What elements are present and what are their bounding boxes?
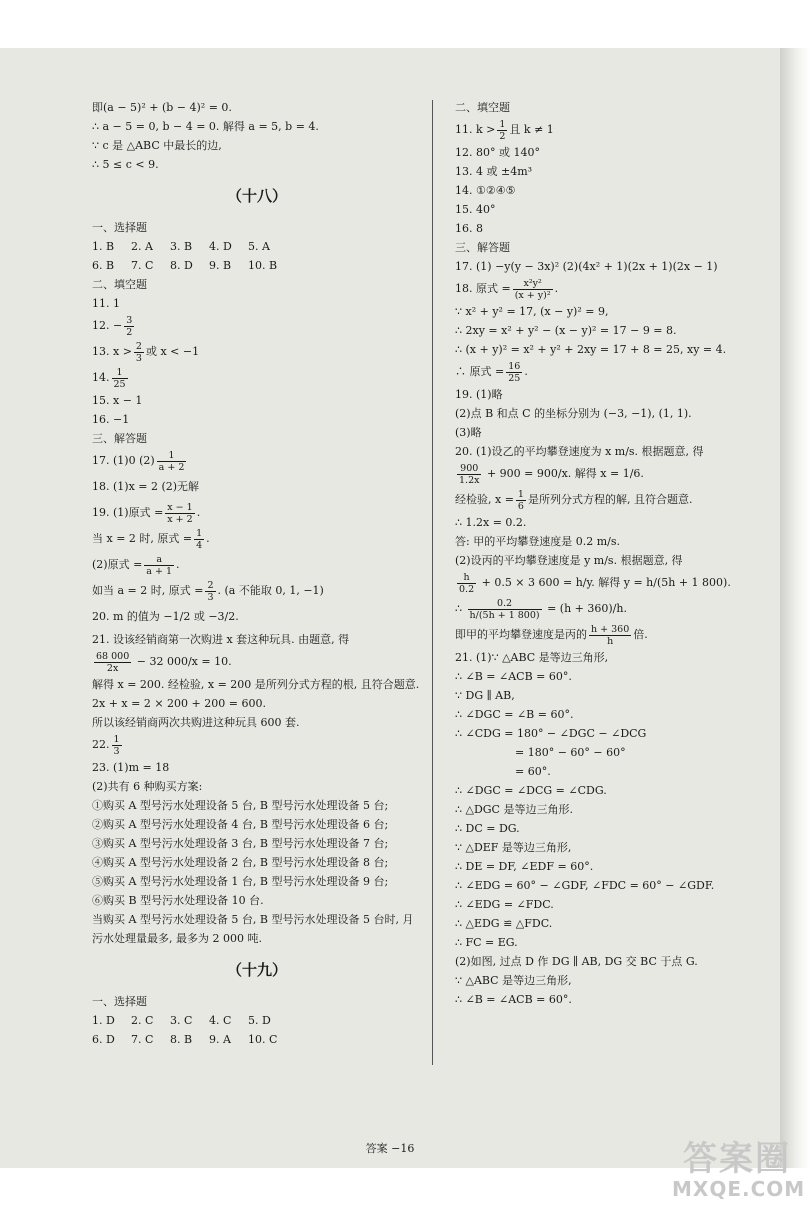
fraction-numerator: 1 <box>112 367 128 379</box>
text-line: 15. 40° <box>455 203 496 216</box>
answer-item: 3. C <box>170 1014 193 1027</box>
watermark <box>672 1139 806 1201</box>
fraction-denominator: x + 2 <box>167 513 193 525</box>
text-line: 三、解答题 <box>92 432 147 445</box>
fraction-denominator: 25 <box>508 372 521 384</box>
fraction-numerator: x²y² <box>513 278 553 290</box>
text-line: 二、填空题 <box>92 278 147 291</box>
answer-row <box>92 237 422 256</box>
text-line: ⑤购买 A 型号污水处理设备 1 台, B 型号污水处理设备 9 台; <box>92 875 389 888</box>
text-line: 污水处理量最多, 最多为 2 000 吨. <box>92 932 262 945</box>
fraction-line <box>455 461 755 487</box>
fraction-line <box>455 487 755 513</box>
text-line: ∵ c 是 △ABC 中最长的边, <box>92 139 222 152</box>
text-line: 当购买 A 型号污水处理设备 5 台, B 型号污水处理设备 5 台时, 月 <box>92 913 414 926</box>
text-line: ∴ 1.2x = 0.2. <box>455 516 527 529</box>
line-prefix: 18. 原式 = <box>455 282 511 295</box>
fraction-line <box>455 622 755 648</box>
fraction-line <box>455 596 755 622</box>
text-line: ∴ 2xy = x² + y² − (x − y)² = 17 − 9 = 8. <box>455 324 677 337</box>
answer-item: 7. C <box>131 1033 154 1046</box>
fraction-numerator: 1 <box>196 527 203 539</box>
text-line: ④购买 A 型号污水处理设备 2 台, B 型号污水处理设备 8 台; <box>92 856 389 869</box>
text-line: ∴ ∠EDG = ∠FDC. <box>455 898 554 911</box>
fraction-line <box>92 578 422 604</box>
answer-item: 1. D <box>92 1014 115 1027</box>
answer-item: 2. C <box>131 1014 154 1027</box>
line-prefix: ∴ 原式 = <box>455 365 505 378</box>
text-line: ③购买 A 型号污水处理设备 3 台, B 型号污水处理设备 7 台; <box>92 837 389 850</box>
fraction <box>589 624 631 647</box>
fraction <box>516 489 526 512</box>
text-line: 即(a − 5)² + (b − 4)² = 0. <box>92 101 232 114</box>
text-line: (3)略 <box>455 426 482 439</box>
text-line: 20. m 的值为 −1/2 或 −3/2. <box>92 610 239 623</box>
fraction-numerator: 1 <box>517 488 524 500</box>
page-edge-shadow <box>780 48 810 1168</box>
fraction <box>124 315 134 338</box>
line-suffix: 倍. <box>633 628 648 641</box>
text-line: = 180° − 60° − 60° <box>515 746 626 759</box>
fraction <box>506 361 522 384</box>
line-prefix: 当 x = 2 时, 原式 = <box>92 532 193 545</box>
fraction <box>112 734 122 757</box>
text-line: 14. ①②④⑤ <box>455 184 516 197</box>
fraction-numerator: h <box>457 572 476 584</box>
line-prefix: (2)原式 = <box>92 558 143 571</box>
line-suffix: + 900 = 900/x. 解得 x = 1/6. <box>483 467 644 480</box>
text-line: ∴ (x + y)² = x² + y² + 2xy = 17 + 8 = 25, xy = 4. <box>455 343 727 356</box>
text-line: ∴ ∠DGC = ∠B = 60°. <box>455 708 574 721</box>
line-prefix: ∴ <box>455 602 466 615</box>
fraction-line <box>92 732 422 758</box>
line-prefix: 14. <box>92 371 110 384</box>
fraction <box>94 651 131 674</box>
text-line: 答: 甲的平均攀登速度是 0.2 m/s. <box>455 535 620 548</box>
text-line: ∴ △EDG ≌ △FDC. <box>455 917 553 930</box>
text-line: 23. (1)m = 18 <box>92 761 170 774</box>
left-column <box>92 98 422 1049</box>
text-line: ∴ ∠CDG = 180° − ∠DGC − ∠DCG <box>455 727 647 740</box>
text-line: 16. 8 <box>455 222 483 235</box>
text-line: (2)共有 6 种购买方案: <box>92 780 203 793</box>
text-line: 2x + x = 2 × 200 + 200 = 600. <box>92 697 266 710</box>
answer-item: 3. B <box>170 240 193 253</box>
text-line: ∴ ∠B = ∠ACB = 60°. <box>455 993 572 1006</box>
fraction-denominator: 2 <box>499 130 506 142</box>
fraction-numerator: 2 <box>207 579 214 591</box>
fraction <box>144 554 174 577</box>
text-line: 16. −1 <box>92 413 130 426</box>
fraction-denominator: a + 2 <box>158 461 185 473</box>
text-line: 12. 80° 或 140° <box>455 146 540 159</box>
fraction-denominator: (x + y)² <box>514 289 551 301</box>
fraction <box>468 598 542 621</box>
line-suffix: − 32 000/x = 10. <box>133 655 232 668</box>
text-line: 19. (1)略 <box>455 388 503 401</box>
watermark-url: MXQE.COM <box>672 1177 806 1201</box>
text-line: 一、选择题 <box>92 995 147 1008</box>
text-line: ∴ FC = EG. <box>455 936 518 949</box>
text-line: (2)点 B 和点 C 的坐标分别为 (−3, −1), (1, 1). <box>455 407 692 420</box>
section-heading: （十八） <box>226 187 287 205</box>
line-suffix: 或 x < −1 <box>145 345 200 358</box>
answer-item: 4. D <box>209 240 232 253</box>
fraction-denominator: h/(5h + 1 800) <box>469 609 540 621</box>
fraction-line <box>455 117 755 143</box>
fraction-numerator: 3 <box>126 314 133 326</box>
line-suffix: = (h + 360)/h. <box>543 602 627 615</box>
fraction-line <box>92 552 422 578</box>
text-line: 二、填空题 <box>455 101 510 114</box>
fraction-line <box>455 359 755 385</box>
line-suffix: . <box>524 365 528 378</box>
line-prefix: 17. (1)0 (2) <box>92 454 155 467</box>
fraction <box>157 450 187 473</box>
fraction-denominator: 6 <box>517 500 524 512</box>
answer-item: 5. D <box>248 1014 271 1027</box>
line-suffix: . <box>196 506 201 519</box>
right-column <box>455 98 755 1009</box>
text-line: 15. x − 1 <box>92 394 143 407</box>
text-line: 所以该经销商两次共购进这种玩具 600 套. <box>92 716 300 729</box>
fraction-denominator: 3 <box>135 352 142 364</box>
text-line: ②购买 A 型号污水处理设备 4 台, B 型号污水处理设备 6 台; <box>92 818 389 831</box>
text-line: 18. (1)x = 2 (2)无解 <box>92 480 200 493</box>
fraction-numerator: h + 360 <box>591 623 630 635</box>
answer-item: 2. A <box>131 240 153 253</box>
fraction-denominator: 3 <box>113 745 120 757</box>
fraction-denominator: a + 1 <box>146 565 173 577</box>
text-line: ⑥购买 B 型号污水处理设备 10 台. <box>92 894 264 907</box>
fraction <box>205 580 215 603</box>
text-line: 解得 x = 200. 经检验, x = 200 是所列分式方程的根, 且符合题意. <box>92 678 420 691</box>
line-prefix: 11. k > <box>455 123 496 136</box>
fraction <box>513 278 553 301</box>
fraction-numerator: 1 <box>157 450 187 462</box>
fraction <box>497 119 507 142</box>
text-line: 一、选择题 <box>92 221 147 234</box>
line-suffix: + 0.5 × 3 600 = h/y. 解得 y = h/(5h + 1 800). <box>478 576 731 589</box>
fraction-numerator: 900 <box>457 463 481 475</box>
answer-item: 10. B <box>248 259 278 272</box>
text-line: 11. 1 <box>92 297 120 310</box>
text-line: = 60°. <box>515 765 551 778</box>
answer-row <box>92 1030 422 1049</box>
line-suffix: . <box>206 532 210 545</box>
fraction-numerator: 16 <box>508 360 521 372</box>
text-line: ∵ △DEF 是等边三角形, <box>455 841 572 854</box>
answer-item: 4. C <box>209 1014 232 1027</box>
answer-item: 5. A <box>248 240 270 253</box>
answer-item: 6. B <box>92 259 115 272</box>
fraction-denominator: 1.2x <box>459 474 480 486</box>
fraction-line <box>92 313 422 339</box>
text-line: ∴ a − 5 = 0, b − 4 = 0. 解得 a = 5, b = 4. <box>92 120 319 133</box>
text-line: ∵ x² + y² = 17, (x − y)² = 9, <box>455 305 609 318</box>
fraction-line <box>92 339 422 365</box>
answer-item: 7. C <box>131 259 154 272</box>
watermark-logo: 答案圈 <box>683 1139 791 1179</box>
line-prefix: 经检验, x = <box>455 493 514 506</box>
fraction-numerator: 1 <box>113 733 120 745</box>
fraction <box>457 463 481 486</box>
answer-item: 9. A <box>209 1033 231 1046</box>
fraction-denominator: 0.2 <box>459 583 475 595</box>
line-suffix: . <box>554 282 559 295</box>
text-line: 21. (1)∵ △ABC 是等边三角形, <box>455 651 609 664</box>
text-line: ∴ ∠B = ∠ACB = 60°. <box>455 670 572 683</box>
text-line: ①购买 A 型号污水处理设备 5 台, B 型号污水处理设备 5 台; <box>92 799 389 812</box>
fraction-denominator: 25 <box>113 378 126 390</box>
answer-item: 1. B <box>92 240 115 253</box>
text-line: 三、解答题 <box>455 241 510 254</box>
fraction <box>112 367 128 390</box>
text-line: ∴ ∠DGC = ∠DCG = ∠CDG. <box>455 784 607 797</box>
fraction-denominator: 2 <box>126 326 133 338</box>
page-number: 答案 −16 <box>365 1142 415 1155</box>
answer-row <box>92 1011 422 1030</box>
text-line: ∵ DG ∥ AB, <box>455 689 515 702</box>
line-prefix: 13. x > <box>92 345 132 358</box>
fraction-line <box>455 276 755 302</box>
fraction-line <box>92 365 422 391</box>
line-prefix: 即甲的平均攀登速度是丙的 <box>455 628 587 641</box>
fraction-numerator: x − 1 <box>167 501 193 513</box>
text-line: (2)如图, 过点 D 作 DG ∥ AB, DG 交 BC 于点 G. <box>455 955 698 968</box>
text-line: 21. 设该经销商第一次购进 x 套这种玩具. 由题意, 得 <box>92 633 350 646</box>
fraction-line <box>92 448 422 474</box>
fraction-line <box>92 500 422 526</box>
text-line: ∴ 5 ≤ c < 9. <box>92 158 159 171</box>
text-line: 17. (1) −y(y − 3x)² (2)(4x² + 1)(2x + 1)(2x − 1) <box>455 260 718 273</box>
text-line: ∵ △ABC 是等边三角形, <box>455 974 572 987</box>
line-suffix: . (a 不能取 0, 1, −1) <box>217 584 324 597</box>
fraction-line <box>92 526 422 552</box>
answer-item: 6. D <box>92 1033 115 1046</box>
line-prefix: 22. <box>92 738 110 751</box>
section-heading: （十九） <box>226 961 287 979</box>
fraction <box>134 341 144 364</box>
answer-item: 9. B <box>209 259 232 272</box>
fraction-numerator: 0.2 <box>468 598 542 610</box>
fraction-denominator: h <box>607 635 614 647</box>
fraction-denominator: 4 <box>196 539 203 551</box>
line-suffix: 且 k ≠ 1 <box>509 123 554 136</box>
answer-item: 8. B <box>170 1033 193 1046</box>
fraction-line <box>455 570 755 596</box>
line-suffix: 是所列分式方程的解, 且符合题意. <box>527 493 693 506</box>
fraction-numerator: 68 000 <box>96 650 130 662</box>
text-line: ∴ DE = DF, ∠EDF = 60°. <box>455 860 594 873</box>
text-line: 13. 4 或 ±4m³ <box>455 165 533 178</box>
line-suffix: . <box>176 558 180 571</box>
fraction-denominator: 2x <box>106 662 119 674</box>
fraction <box>457 572 476 595</box>
fraction-numerator: a <box>144 554 174 566</box>
fraction <box>165 502 194 525</box>
text-line: (2)设丙的平均攀登速度是 y m/s. 根据题意, 得 <box>455 554 683 567</box>
column-divider <box>432 100 433 1065</box>
answer-item: 8. D <box>170 259 193 272</box>
fraction-numerator: 2 <box>135 340 142 352</box>
text-line: ∴ ∠EDG = 60° − ∠GDF, ∠FDC = 60° − ∠GDF. <box>455 879 715 892</box>
text-line: 20. (1)设乙的平均攀登速度为 x m/s. 根据题意, 得 <box>455 445 704 458</box>
answer-row <box>92 256 422 275</box>
text-line: ∴ DC = DG. <box>455 822 520 835</box>
answer-item: 10. C <box>248 1033 278 1046</box>
line-prefix: 如当 a = 2 时, 原式 = <box>92 584 204 597</box>
line-prefix: 19. (1)原式 = <box>92 506 164 519</box>
fraction-denominator: 3 <box>207 591 214 603</box>
fraction-line <box>92 649 422 675</box>
line-prefix: 12. − <box>92 319 123 332</box>
fraction <box>194 528 204 551</box>
text-line: ∴ △DGC 是等边三角形. <box>455 803 573 816</box>
fraction-numerator: 1 <box>499 118 506 130</box>
